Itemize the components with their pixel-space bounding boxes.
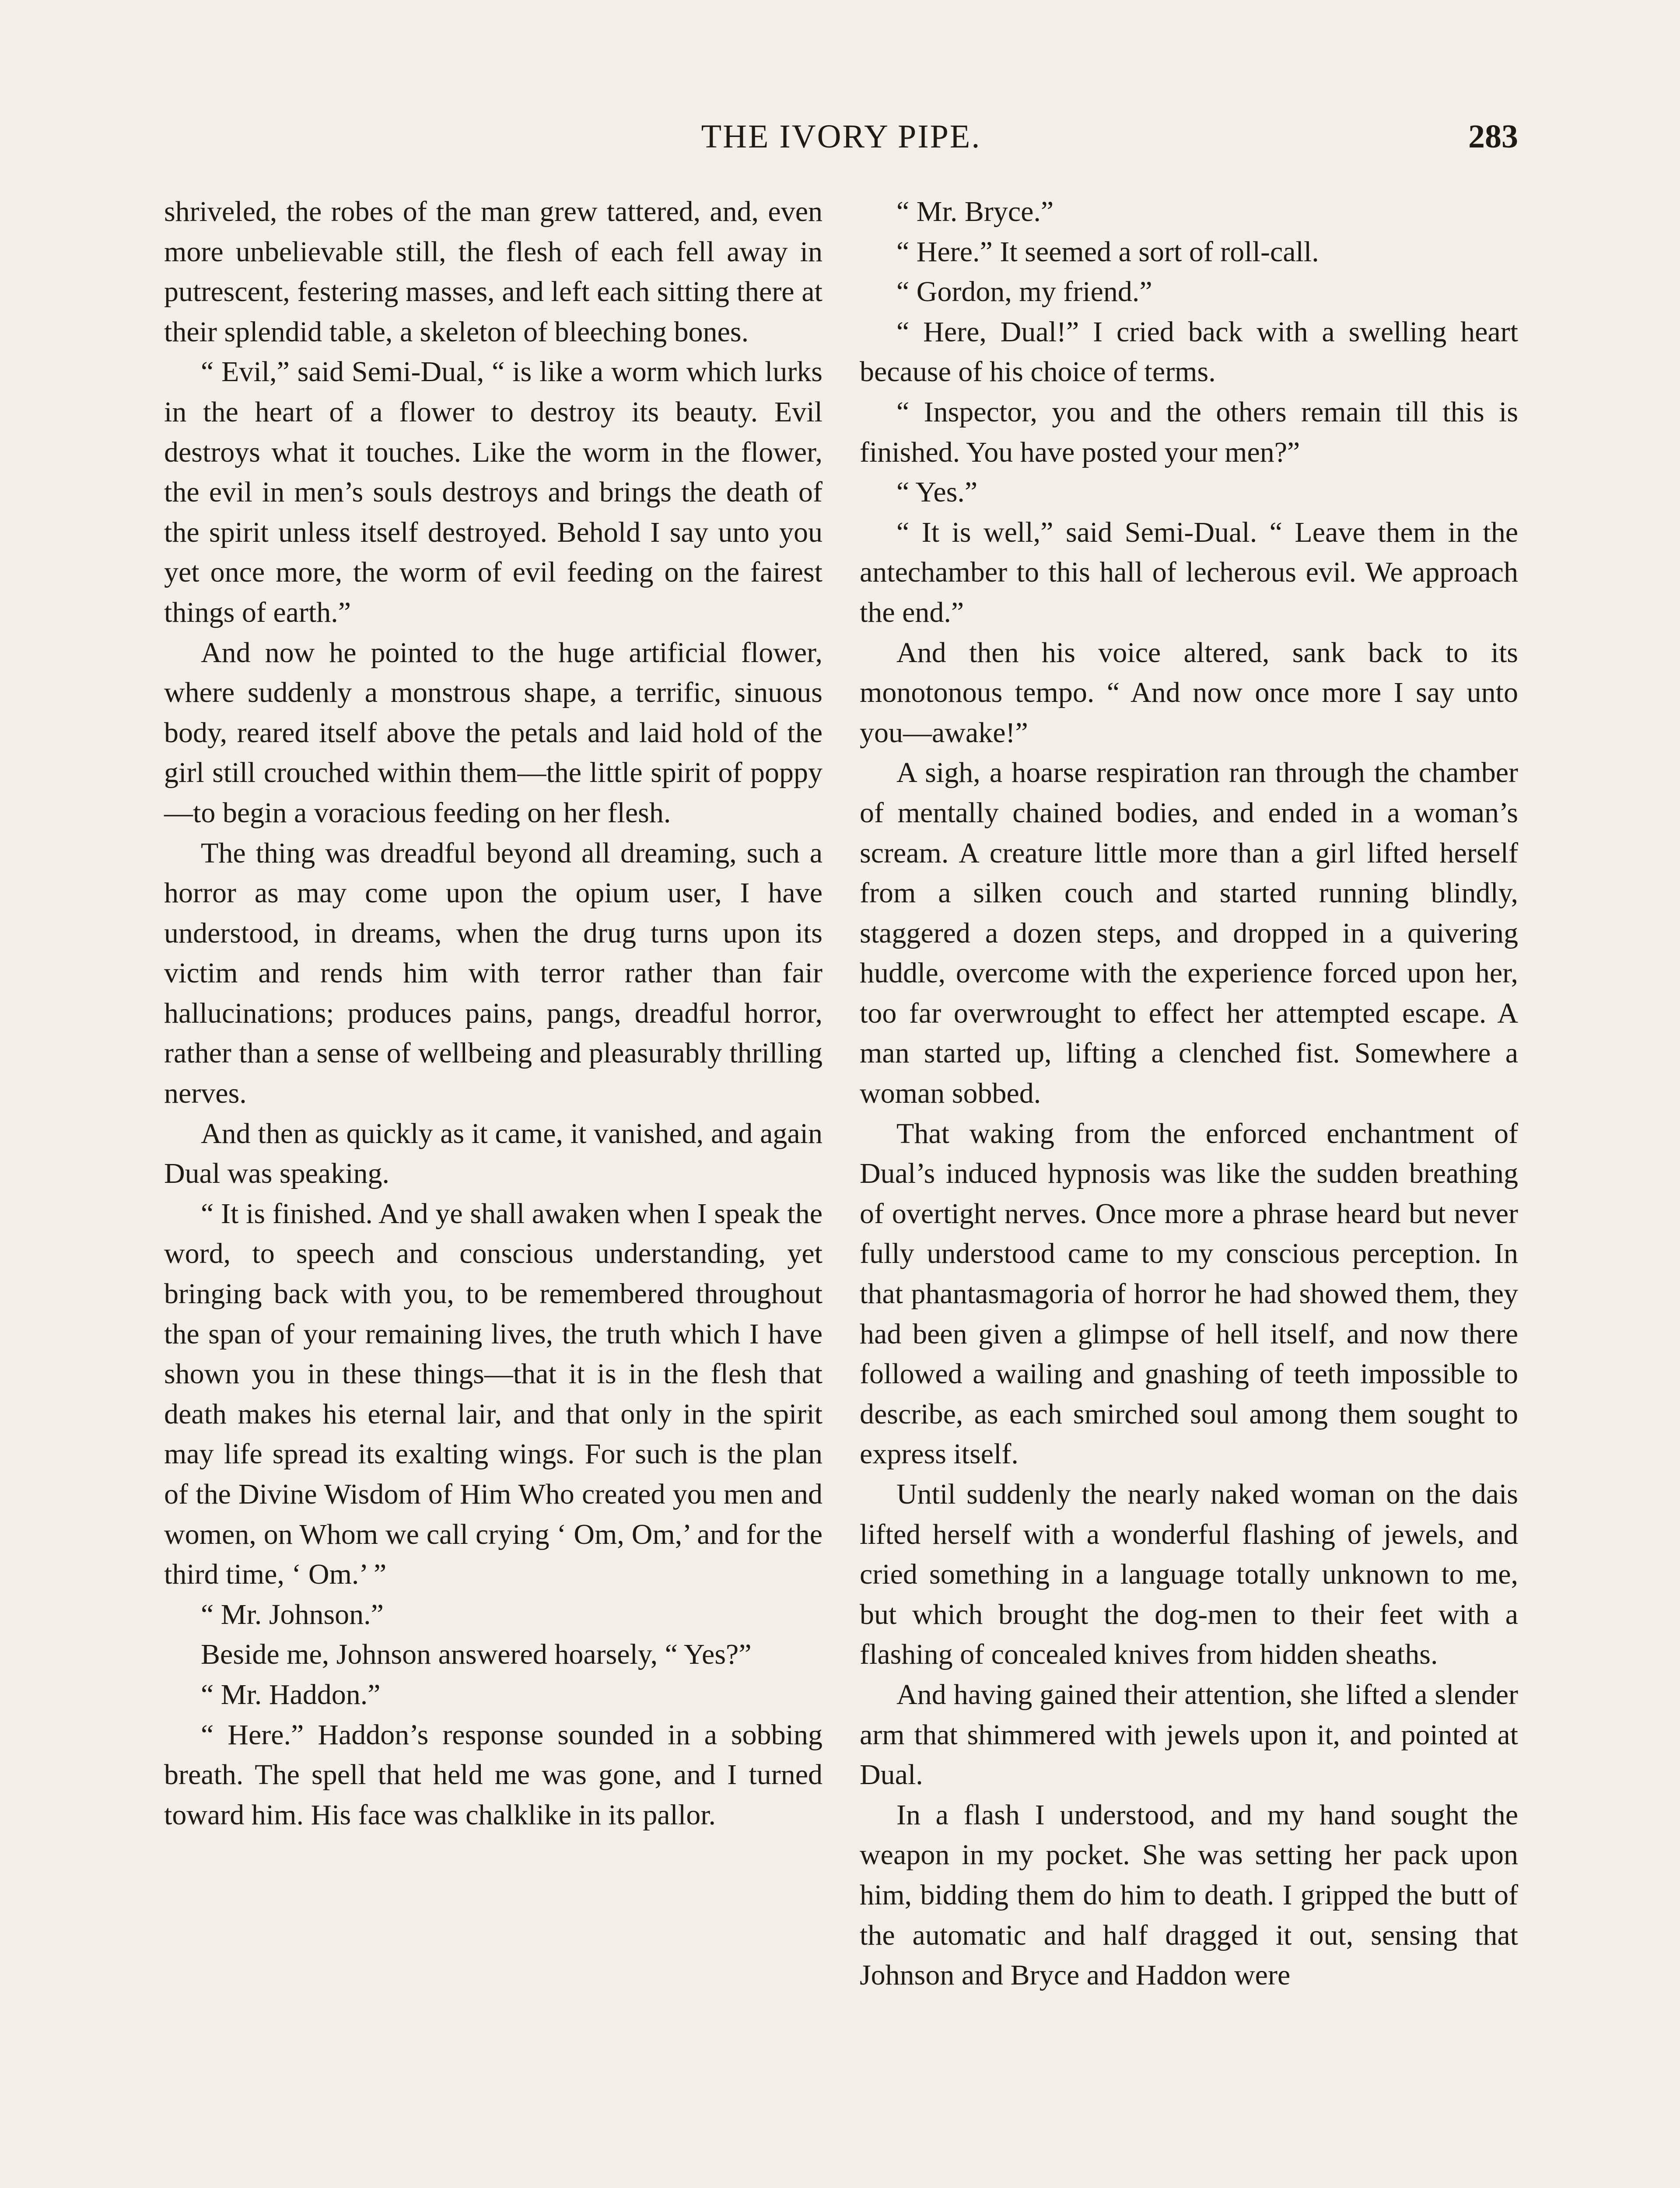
- paragraph: “ Mr. Bryce.”: [896, 196, 1054, 228]
- paragraph: “ It is well,” said Semi-Dual. “ Leave them in the antechamber to this hall of lecherous evil. We approach the end.”: [860, 516, 1518, 628]
- paragraph: “ Yes.”: [896, 476, 978, 508]
- running-title: THE IVORY PIPE.: [701, 118, 981, 155]
- paragraph: That waking from the enforced enchantment of Dual’s induced hypnosis was like the sudden breathing of overtight nerves. Once more a phrase heard but never fully understood came to my conscious perception. In that phantasmagoria of horror he had showed them, they had been given a glimpse of hell itself, and now there followed a wailing and gnashing of teeth impossible to describe, as each smirched soul among them sought to express itself.: [860, 1117, 1518, 1470]
- left-column: [164, 192, 822, 1835]
- paragraph: “ Inspector, you and the others remain till this is finished. You have posted your men?”: [860, 396, 1518, 468]
- page-number: 283: [1468, 118, 1518, 155]
- paragraph: And then his voice altered, sank back to its monotonous tempo. “ And now once more I say unto you—awake!”: [860, 636, 1518, 749]
- right-column: [860, 192, 1518, 1995]
- paragraph: “ Here.” Haddon’s response sounded in a sobbing breath. The spell that held me was gone, and I turned toward him. His face was chalklike in its pallor.: [164, 1718, 822, 1831]
- paragraph: The thing was dreadful beyond all dreaming, such a horror as may come upon the opium user, I have understood, in dreams, when the drug turns upon its victim and rends him with terror rather than fair hallucinations; produces pains, pangs, dreadful horror, rather than a sense of wellbeing and pleasurably thrilling nerves.: [164, 837, 822, 1110]
- paragraph: And then as quickly as it came, it vanished, and again Dual was speaking.: [164, 1117, 822, 1190]
- paragraph: “ Here.” It seemed a sort of roll-call.: [896, 235, 1319, 268]
- paragraph: In a flash I understood, and my hand sought the weapon in my pocket. She was setting her pack upon him, bidding them do him to death. I gripped the butt of the automatic and half dragged it out, sensing that Johnson and Bryce and Haddon were: [860, 1799, 1518, 1992]
- paragraph: “ It is finished. And ye shall awaken when I speak the word, to speech and conscious understanding, yet bringing back with you, to be remembered throughout the span of your remaining lives, the truth which I have shown you in these things—that it is in the flesh that death makes his eternal lair, and that only in the spirit may life spread its exalting wings. For such is the plan of the Divine Wisdom of Him Who created you men and women, on Whom we call crying ‘ Om, Om,’ and for the third time, ‘ Om.’ ”: [164, 1197, 822, 1591]
- paragraph: And having gained their attention, she lifted a slender arm that shimmered with jewels upon it, and pointed at Dual.: [860, 1678, 1518, 1791]
- paragraph: “ Mr. Haddon.”: [201, 1678, 381, 1711]
- paragraph: “ Gordon, my friend.”: [896, 276, 1152, 308]
- paragraph: And now he pointed to the huge artificial flower, where suddenly a monstrous shape, a terrific, sinuous body, reared itself above the petals and laid hold of the girl still crouched within them—the little spirit of poppy—to begin a voracious feeding on her flesh.: [164, 636, 822, 829]
- paragraph: Beside me, Johnson answered hoarsely, “ Yes?”: [201, 1638, 752, 1671]
- paragraph: A sigh, a hoarse respiration ran through the chamber of mentally chained bodies, and ended in a woman’s scream. A creature little more than a girl lifted herself from a silken couch and started running blindly, staggered a dozen steps, and dropped in a quivering huddle, overcome with the experience forced upon her, too far overwrought to effect her attempted escape. A man started up, lifting a clenched fist. Somewhere a woman sobbed.: [860, 757, 1518, 1110]
- running-header: [164, 115, 1518, 158]
- paragraph: “ Mr. Johnson.”: [201, 1598, 384, 1630]
- paragraph: shriveled, the robes of the man grew tattered, and, even more unbelievable still, the flesh of each fell away in putrescent, festering masses, and left each sitting there at their splendid table, a skeleton of bleeching bones.: [164, 196, 822, 348]
- paragraph: Until suddenly the nearly naked woman on the dais lifted herself with a wonderful flashing of jewels, and cried something in a language totally unknown to me, but which brought the dog-men to their feet with a flashing of concealed knives from hidden sheaths.: [860, 1478, 1518, 1671]
- paragraph: “ Evil,” said Semi-Dual, “ is like a worm which lurks in the heart of a flower to destroy its beauty. Evil destroys what it touches. Like the worm in the flower, the evil in men’s souls destroys and brings the death of the spirit unless itself destroyed. Behold I say unto you yet once more, the worm of evil feeding on the fairest things of earth.”: [164, 356, 822, 628]
- paragraph: “ Here, Dual!” I cried back with a swelling heart because of his choice of terms.: [860, 316, 1518, 388]
